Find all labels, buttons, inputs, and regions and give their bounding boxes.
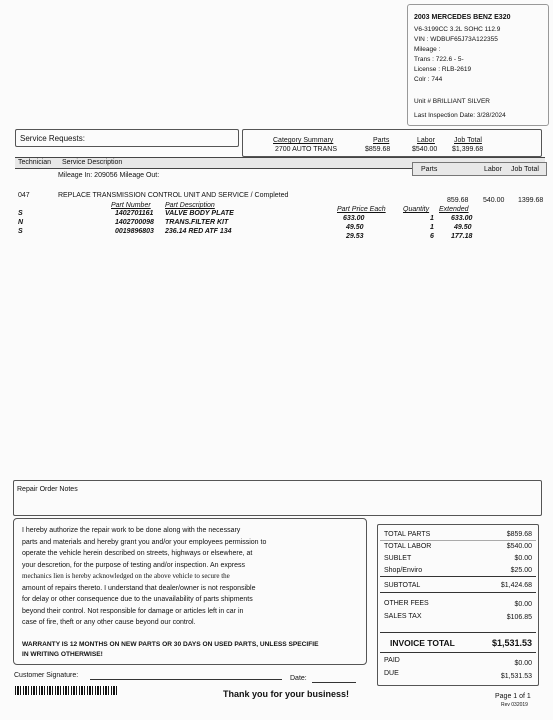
job-total-summary-value: $1,399.68 [452,146,484,153]
job-parts: 859.68 [447,197,469,204]
authorization-line: parts and materials and hereby grant you and/or your employees permission to [22,538,267,546]
sublet-label: SUBLET [384,555,412,562]
part-extended: 633.00 [451,215,473,222]
repair-order-notes-box [13,480,542,516]
job-description: REPLACE TRANSMISSION CONTROL UNIT AND SERVICE / Completed [58,192,289,199]
authorization-line: amount of repairs thereto. I understand that dealer/owner is not responsible [22,584,256,592]
part-number-header: Part Number [111,202,151,209]
invoice-total-label: INVOICE TOTAL [390,638,455,648]
due-label: DUE [384,670,399,677]
authorization-line: operate the vehicle herein described on streets, highways or elsewhere, at [22,550,253,557]
part-price-header: Part Price Each [337,206,386,213]
job-total-column-header: Job Total [511,166,539,173]
part-number: 1402701161 [115,210,154,217]
part-extended: 49.50 [454,224,472,231]
date-label: Date: [290,675,307,682]
sales-tax-label: SALES TAX [384,613,422,620]
part-code: N [18,219,24,226]
part-extended: 177.18 [451,233,473,240]
service-requests-box [15,129,239,147]
vehicle-engine: V6-3199CC 3.2L SOHC 112.9 [414,26,501,33]
total-parts-value: $859.68 [506,531,532,538]
service-description-header: Service Description [62,159,123,166]
authorization-line: I hereby authorize the repair work to be done along with the necessary [22,527,241,534]
category-summary-header: Category Summary [273,137,334,144]
job-labor: 540.00 [483,197,505,204]
quantity-header: Quantity [403,206,430,213]
part-quantity: 6 [430,233,434,240]
vehicle-info-box [407,4,549,126]
other-fees-label: OTHER FEES [384,600,429,607]
mileage-line: Mileage In: 209056 Mileage Out: [58,172,160,179]
authorization-line: for delay or other consequence due to the unavailability of parts shipments [22,596,253,603]
job-total: 1399.68 [518,197,544,204]
category-summary-box [242,129,542,157]
vehicle-license: License : RLB-2619 [414,66,472,73]
repair-order-notes-label: Repair Order Notes [17,486,78,493]
warranty-line: WARRANTY IS 12 MONTHS ON NEW PARTS OR 30 DAYS ON USED PARTS, UNLESS SPECIFIE [22,641,319,648]
total-labor-label: TOTAL LABOR [384,543,432,550]
authorization-line: mechanics lien is hereby acknowledged on the above vehicle to secure the [22,572,230,580]
barcode [15,686,119,695]
table-row [18,227,478,240]
authorization-text [22,525,266,629]
paid-value: $0.00 [514,660,532,667]
shop-enviro-value: $25.00 [510,567,532,574]
due-value: $1,531.53 [500,673,532,680]
part-price: 49.50 [346,224,364,231]
total-labor-value: $540.00 [506,543,532,550]
authorization-line: your descretion, for the purpose of testing and/or inspection. An express [22,561,245,569]
part-quantity: 1 [430,215,434,222]
date-line[interactable] [312,682,356,683]
parts-summary-value: $859.68 [365,146,391,153]
sales-tax-value: $106.85 [506,614,532,621]
authorization-box [13,518,367,665]
vehicle-title: 2003 MERCEDES BENZ E320 [414,14,511,21]
authorization-line: case of fire, theft or any other cause beyond our control. [22,619,196,626]
vehicle-unit: Unit # BRILLIANT SILVER [414,98,490,105]
parts-column-header: Parts [421,166,438,173]
job-number: 047 [18,192,30,199]
part-price: 633.00 [343,215,365,222]
extended-header: Extended [439,206,469,213]
table-row [18,218,478,231]
labor-column-header: Labor [484,166,502,173]
part-number: 1402700098 [115,219,154,226]
vehicle-mileage: Mileage : [414,46,441,53]
customer-signature-line[interactable] [90,679,282,680]
part-description: VALVE BODY PLATE [165,210,234,217]
authorization-line: beyond their control. Not responsible for damage or articles left in car in [22,607,244,615]
paid-label: PAID [384,657,400,664]
part-description: TRANS.FILTER KIT [165,219,229,226]
part-description-header: Part Description [165,202,215,209]
part-number: 0019896803 [115,228,154,235]
warranty-line: IN WRITING OTHERWISE! [22,651,103,658]
part-code: S [18,228,23,235]
job-total-summary-header: Job Total [454,137,482,144]
technician-header: Technician [18,159,52,166]
page-number: Page 1 of 1 [495,693,531,700]
vehicle-vin: VIN : WDBUF65J73A122355 [414,36,498,43]
subtotal-value: $1,424.68 [500,582,532,589]
job-columns-header [412,162,547,176]
invoice-total-value: $1,531.53 [491,638,532,648]
customer-signature-label: Customer Signature: [14,672,79,679]
part-quantity: 1 [430,224,434,231]
subtotal-label: SUBTOTAL [384,582,421,589]
part-price: 29.53 [346,233,364,240]
thank-you-text: Thank you for your business! [223,689,350,699]
revision-text: Rev 032019 [501,702,528,708]
vehicle-inspection-date: Last Inspection Date: 3/28/2024 [414,112,506,119]
other-fees-value: $0.00 [514,601,532,608]
shop-enviro-label: Shop/Enviro [384,567,423,574]
part-code: S [18,210,23,217]
vehicle-color: Colr : 744 [414,76,443,83]
table-row [18,209,478,222]
part-description: 236.14 RED ATF 134 [165,228,232,235]
warranty-text [22,640,362,660]
totals-box [377,524,539,686]
vehicle-trans: Trans : 722.6 - 5- [414,56,464,63]
category-summary-value: 2700 AUTO TRANS [275,146,337,153]
labor-summary-header: Labor [417,137,435,144]
parts-summary-header: Parts [373,137,390,144]
service-requests-label: Service Requests: [20,134,85,143]
sublet-value: $0.00 [514,555,532,562]
labor-summary-value: $540.00 [412,146,438,153]
total-parts-label: TOTAL PARTS [384,531,431,538]
